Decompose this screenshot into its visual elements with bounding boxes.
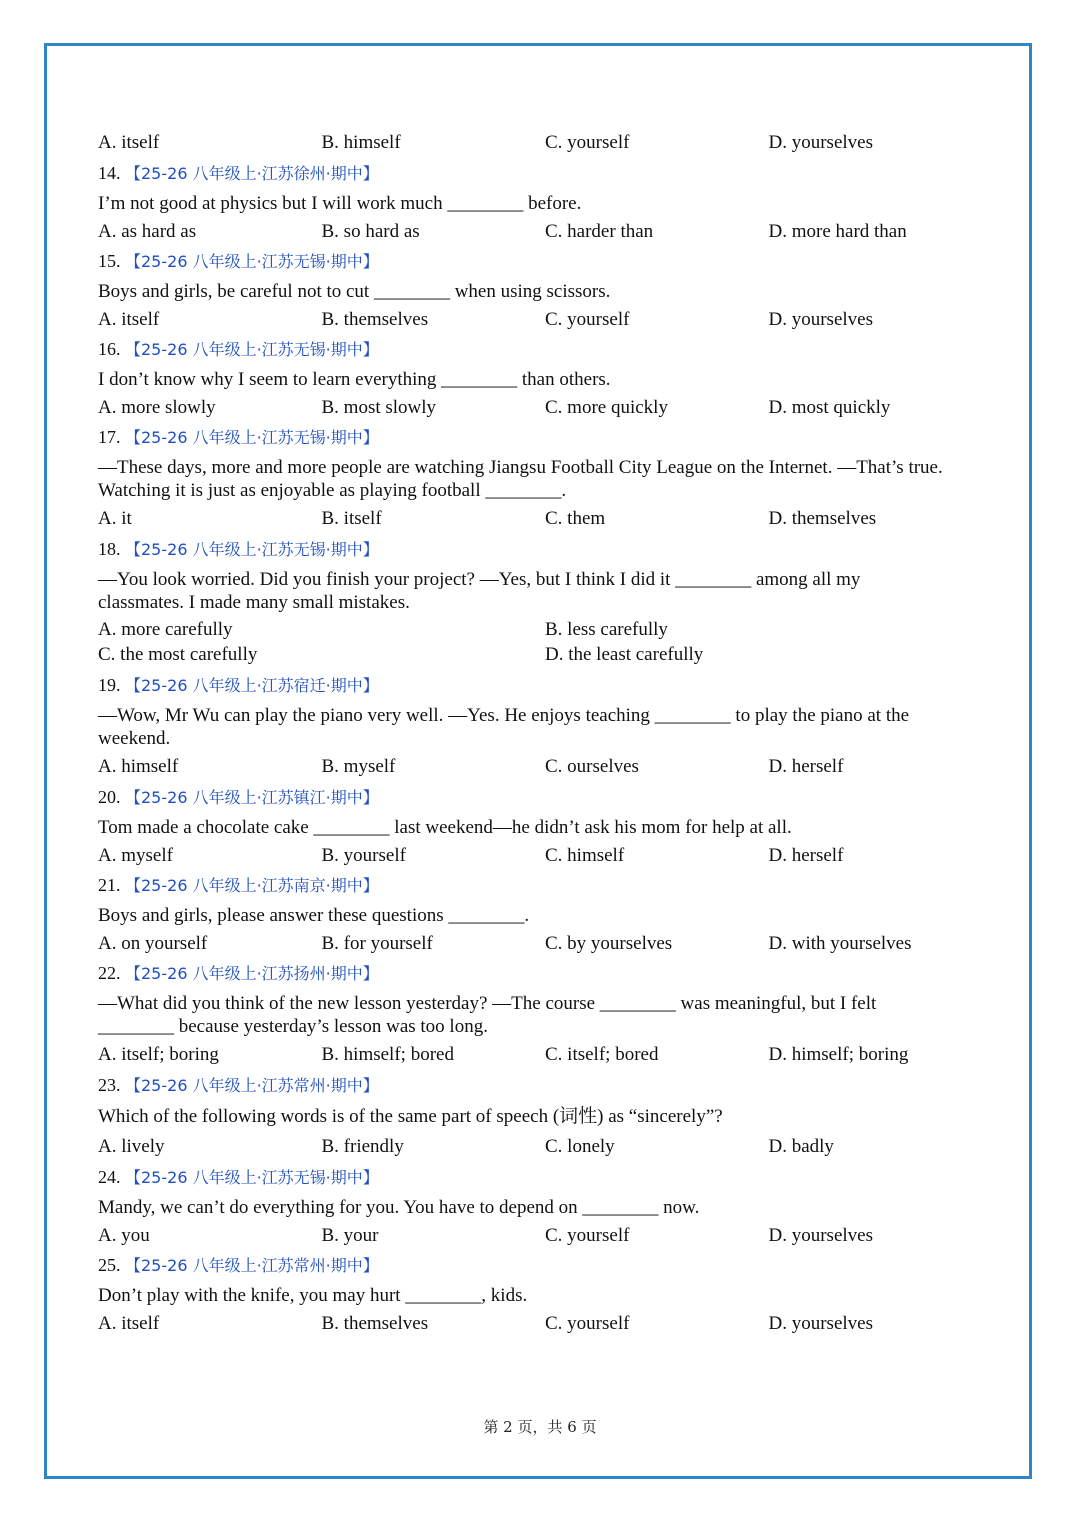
question-text: Which of the following words is of the same part of speech (词性) as “sincerely”? xyxy=(98,1106,723,1127)
option-a[interactable]: A. it xyxy=(98,508,132,529)
option-d[interactable]: D. herself xyxy=(768,845,844,866)
question-number: 25. xyxy=(98,1255,121,1275)
option-c[interactable]: C. them xyxy=(545,508,606,529)
option-d[interactable]: D. yourselves xyxy=(768,309,873,330)
option-a[interactable]: A. itself xyxy=(98,309,160,330)
source-tag: 【25-26 八年级上·江苏无锡·期中】 xyxy=(125,428,379,447)
source-tag: 【25-26 八年级上·江苏无锡·期中】 xyxy=(125,340,379,359)
question-number: 24. xyxy=(98,1167,121,1187)
options xyxy=(98,221,993,243)
question-header xyxy=(98,338,993,361)
option-c[interactable]: C. yourself xyxy=(545,1225,630,1246)
option-a[interactable]: A. myself xyxy=(98,845,173,866)
question-18 xyxy=(98,538,993,666)
question-text: Boys and girls, be careful not to cut ________ when using scissors. xyxy=(98,281,611,302)
source-tag: 【25-26 八年级上·江苏无锡·期中】 xyxy=(125,1168,379,1187)
question-number: 17. xyxy=(98,427,121,447)
question-number: 21. xyxy=(98,875,121,895)
option-a[interactable]: A. as hard as xyxy=(98,221,197,242)
question-15 xyxy=(98,250,993,331)
option-b[interactable]: B. themselves xyxy=(321,1313,429,1334)
option-c[interactable]: C. yourself xyxy=(545,309,630,330)
question-header xyxy=(98,250,993,273)
option-c[interactable]: C. himself xyxy=(545,845,625,866)
question-number: 23. xyxy=(98,1075,121,1095)
question-text: I’m not good at physics but I will work much ________ before. xyxy=(98,193,582,214)
options-row-2 xyxy=(98,644,993,666)
page-footer: 第 2 页，共 6 页 xyxy=(483,1418,597,1436)
source-tag: 【25-26 八年级上·江苏徐州·期中】 xyxy=(125,164,379,183)
option-c[interactable]: C. harder than xyxy=(545,221,654,242)
options xyxy=(98,933,993,955)
option-d[interactable]: D. badly xyxy=(768,1136,834,1157)
question-text: Tom made a chocolate cake ________ last weekend—he didn’t ask his mom for help at all. xyxy=(98,817,792,838)
question-header xyxy=(98,426,993,449)
options xyxy=(98,845,993,867)
question-number: 22. xyxy=(98,963,121,983)
question-text: Mandy, we can’t do everything for you. You have to depend on ________ now. xyxy=(98,1197,700,1218)
option-a[interactable]: A. lively xyxy=(98,1136,165,1157)
question-23 xyxy=(98,1074,993,1158)
option-a[interactable]: A. more slowly xyxy=(98,397,216,418)
question-header xyxy=(98,1166,993,1189)
source-tag: 【25-26 八年级上·江苏南京·期中】 xyxy=(125,876,379,895)
options xyxy=(98,1044,993,1066)
options xyxy=(98,756,993,778)
option-b[interactable]: B. less carefully xyxy=(545,619,668,640)
question-number: 14. xyxy=(98,163,121,183)
options xyxy=(98,1225,993,1247)
option-b[interactable]: B. himself; bored xyxy=(321,1044,454,1065)
question-text: I don’t know why I seem to learn everything ________ than others. xyxy=(98,369,611,390)
question-text: Boys and girls, please answer these questions ________. xyxy=(98,905,530,926)
question-19 xyxy=(98,674,993,778)
question-number: 15. xyxy=(98,251,121,271)
source-tag: 【25-26 八年级上·江苏镇江·期中】 xyxy=(125,788,379,807)
question-header xyxy=(98,674,993,697)
options-row-1 xyxy=(98,619,993,641)
option-b[interactable]: B. for yourself xyxy=(321,933,433,954)
options xyxy=(98,1313,993,1335)
question-header xyxy=(98,962,993,985)
option-d[interactable]: D. with yourselves xyxy=(768,933,912,954)
question-number: 19. xyxy=(98,675,121,695)
option-b[interactable]: B. so hard as xyxy=(321,221,420,242)
source-tag: 【25-26 八年级上·江苏宿迁·期中】 xyxy=(125,676,379,695)
options xyxy=(98,508,993,530)
question-21 xyxy=(98,874,993,955)
option-b[interactable]: B. yourself xyxy=(321,845,406,866)
lead-options xyxy=(98,132,993,154)
option-c[interactable]: C. itself; bored xyxy=(545,1044,659,1065)
question-text: —Wow, Mr Wu can play the piano very well. —Yes. He enjoys teaching ________ to play the piano at the weekend. xyxy=(98,705,910,749)
option-c[interactable]: C. more quickly xyxy=(545,397,668,418)
source-tag: 【25-26 八年级上·江苏无锡·期中】 xyxy=(125,540,379,559)
question-text: Don’t play with the knife, you may hurt ________, kids. xyxy=(98,1285,528,1306)
option-a[interactable]: A. on yourself xyxy=(98,933,208,954)
option-d[interactable]: D. himself; boring xyxy=(768,1044,909,1065)
question-number: 20. xyxy=(98,787,121,807)
question-14 xyxy=(98,162,993,243)
question-24 xyxy=(98,1166,993,1247)
question-number: 18. xyxy=(98,539,121,559)
option-d[interactable]: D. themselves xyxy=(768,508,877,529)
option-c[interactable]: C. lonely xyxy=(545,1136,615,1157)
question-header xyxy=(98,786,993,809)
question-text: —These days, more and more people are watching Jiangsu Football City League on the Internet. —That’s true. Watching it is just as enjoyable as playing football ________. xyxy=(98,457,943,501)
source-tag: 【25-26 八年级上·江苏扬州·期中】 xyxy=(125,964,379,983)
option-c[interactable]: C. the most carefully xyxy=(98,644,258,665)
option-a[interactable]: A. itself xyxy=(98,132,160,153)
option-b[interactable]: B. himself xyxy=(321,132,401,153)
question-header xyxy=(98,1074,993,1097)
option-a[interactable]: A. more carefully xyxy=(98,619,233,640)
option-d[interactable]: D. herself xyxy=(768,756,844,777)
option-c[interactable]: C. by yourselves xyxy=(545,933,673,954)
question-17 xyxy=(98,426,993,530)
option-c[interactable]: C. yourself xyxy=(545,132,630,153)
option-d[interactable]: D. the least carefully xyxy=(545,644,704,665)
question-header xyxy=(98,874,993,897)
option-b[interactable]: B. myself xyxy=(321,756,396,777)
question-number: 16. xyxy=(98,339,121,359)
source-tag: 【25-26 八年级上·江苏无锡·期中】 xyxy=(125,252,379,271)
option-a[interactable]: A. you xyxy=(98,1225,150,1246)
question-20 xyxy=(98,786,993,867)
question-header xyxy=(98,162,993,185)
options xyxy=(98,1136,993,1158)
option-b[interactable]: B. your xyxy=(321,1225,379,1246)
options xyxy=(98,309,993,331)
option-b[interactable]: B. friendly xyxy=(321,1136,404,1157)
option-b[interactable]: B. themselves xyxy=(321,309,429,330)
option-a[interactable]: A. itself; boring xyxy=(98,1044,219,1065)
source-tag: 【25-26 八年级上·江苏常州·期中】 xyxy=(125,1076,379,1095)
option-b[interactable]: B. most slowly xyxy=(321,397,437,418)
option-a[interactable]: A. himself xyxy=(98,756,179,777)
question-text: —You look worried. Did you finish your project? —Yes, but I think I did it ________ among all my classmates. I made many small mistakes. xyxy=(98,569,861,613)
question-text: —What did you think of the new lesson yesterday? —The course ________ was meaningful, but I felt ________ because yesterday’s lesson was too long. xyxy=(98,993,877,1037)
question-16 xyxy=(98,338,993,419)
option-b[interactable]: B. itself xyxy=(321,508,382,529)
option-d[interactable]: D. more hard than xyxy=(768,221,907,242)
question-header xyxy=(98,1254,993,1277)
option-d[interactable]: D. yourselves xyxy=(768,132,873,153)
option-a[interactable]: A. itself xyxy=(98,1313,160,1334)
question-header xyxy=(98,538,993,561)
option-d[interactable]: D. yourselves xyxy=(768,1225,873,1246)
source-tag: 【25-26 八年级上·江苏常州·期中】 xyxy=(125,1256,379,1275)
question-25 xyxy=(98,1254,993,1335)
option-d[interactable]: D. yourselves xyxy=(768,1313,873,1334)
question-22 xyxy=(98,962,993,1066)
option-d[interactable]: D. most quickly xyxy=(768,397,891,418)
option-c[interactable]: C. yourself xyxy=(545,1313,630,1334)
question-list xyxy=(98,127,993,1335)
option-c[interactable]: C. ourselves xyxy=(545,756,639,777)
options xyxy=(98,397,993,419)
